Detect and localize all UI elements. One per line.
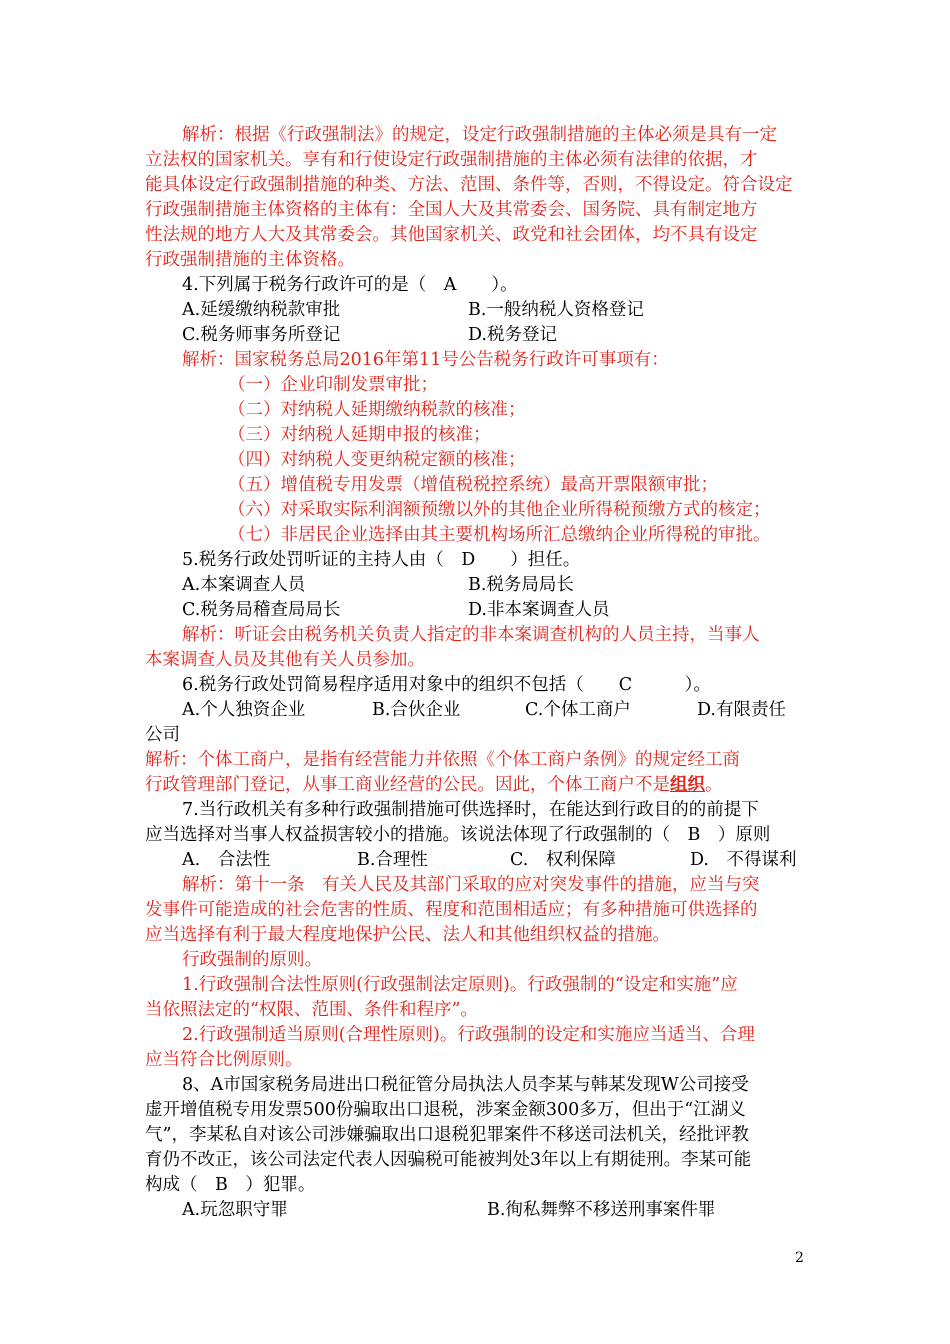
analysis-line: 解析：个体工商户，是指有经营能力并依照《个体工商户条例》的规定经工商 (145, 750, 740, 770)
question-8-cont: 育仍不改正，该公司法定代表人因骗税可能被判处3年以上有期徒刑。李某可能 (145, 1150, 752, 1170)
option-a: A.玩忽职守罪 (182, 1200, 288, 1220)
option-d: D.非本案调查人员 (468, 600, 610, 620)
list-item: （四）对纳税人变更纳税定额的核准； (228, 450, 526, 470)
question-7-cont: 应当选择对当事人权益损害较小的措施。该说法体现了行政强制的（ B ）原则 (145, 825, 771, 845)
option-d-continuation: 公司 (145, 725, 180, 745)
analysis-line: 解析：国家税务总局2016年第11号公告税务行政许可事项有： (182, 350, 669, 370)
option-a: A.延缓缴纳税款审批 (182, 300, 341, 320)
analysis-line: 本案调查人员及其他有关人员参加。 (145, 650, 425, 670)
question-8-cont: 构成（ B ）犯罪。 (145, 1175, 316, 1195)
option-b: B.一般纳税人资格登记 (468, 300, 644, 320)
analysis-line: 行政强制的原则。 (182, 950, 322, 970)
option-b: B.徇私舞弊不移送刑事案件罪 (487, 1200, 716, 1220)
analysis-line: 应当符合比例原则。 (145, 1050, 303, 1070)
list-item: （三）对纳税人延期申报的核准； (228, 425, 491, 445)
list-item: （五）增值税专用发票（增值税税控系统）最高开票限额审批； (228, 475, 718, 495)
page-number: 2 (795, 1250, 804, 1266)
emphasis-text: 组织 (670, 775, 705, 795)
option-a: A. 合法性 (182, 850, 271, 870)
option-c: C.税务局稽查局局长 (182, 600, 341, 620)
analysis-line: 2.行政强制适当原则(合理性原则)。行政强制的设定和实施应当适当、合理 (182, 1025, 755, 1045)
analysis-text: 行政管理部门登记，从事工商业经营的公民。因此，个体工商户不是 (145, 775, 670, 795)
list-item: （七）非居民企业选择由其主要机构场所汇总缴纳企业所得税的审批。 (228, 525, 771, 545)
question-7: 7.当行政机关有多种行政强制措施可供选择时，在能达到行政目的的前提下 (182, 800, 759, 820)
option-b: B.合理性 (357, 850, 428, 870)
analysis-line: 1.行政强制合法性原则(行政强制法定原则)。行政强制的“设定和实施”应 (182, 975, 738, 995)
analysis-line: 能具体设定行政强制措施的种类、方法、范围、条件等，否则，不得设定。符合设定 (145, 175, 793, 195)
analysis-line: 解析：根据《行政强制法》的规定，设定行政强制措施的主体必须是具有一定 (182, 125, 777, 145)
analysis-text: 。 (705, 775, 723, 795)
analysis-line: 行政强制措施主体资格的主体有：全国人大及其常委会、国务院、具有制定地方 (145, 200, 758, 220)
option-a: A.本案调查人员 (182, 575, 306, 595)
analysis-line: 行政强制措施的主体资格。 (145, 250, 355, 270)
option-c: C.个体工商户 (525, 700, 631, 720)
analysis-line: 解析：听证会由税务机关负责人指定的非本案调查机构的人员主持，当事人 (182, 625, 760, 645)
analysis-line: 解析：第十一条 有关人民及其部门采取的应对突发事件的措施，应当与突 (182, 875, 760, 895)
question-8-cont: 虚开增值税专用发票500份骗取出口退税，涉案金额300多万，但出于“江湖义 (145, 1100, 746, 1120)
option-c: C.税务师事务所登记 (182, 325, 341, 345)
question-4: 4.下列属于税务行政许可的是（ A ）。 (182, 275, 518, 295)
analysis-line: 立法权的国家机关。享有和行使设定行政强制措施的主体必须有法律的依据，才 (145, 150, 758, 170)
option-d: D.税务登记 (468, 325, 557, 345)
list-item: （二）对纳税人延期缴纳税款的核准； (228, 400, 526, 420)
analysis-line (145, 773, 723, 798)
question-8: 8、A市国家税务局进出口税征管分局执法人员李某与韩某发现W公司接受 (182, 1075, 749, 1095)
analysis-line: 当依照法定的“权限、范围、条件和程序”。 (145, 1000, 478, 1020)
question-8-cont: 气”，李某私自对该公司涉嫌骗取出口退税犯罪案件不移送司法机关，经批评教 (145, 1125, 749, 1145)
list-item: （一）企业印制发票审批； (228, 375, 438, 395)
question-6: 6.税务行政处罚简易程序适用对象中的组织不包括（ C ）。 (182, 675, 711, 695)
analysis-line: 发事件可能造成的社会危害的性质、程度和范围相适应；有多种措施可供选择的 (145, 900, 758, 920)
option-c: C. 权利保障 (510, 850, 616, 870)
option-b: B.税务局局长 (468, 575, 574, 595)
analysis-line: 性法规的地方人大及其常委会。其他国家机关、政党和社会团体，均不具有设定 (145, 225, 758, 245)
option-a: A.个人独资企业 (182, 700, 306, 720)
option-d: D.有限责任 (697, 700, 786, 720)
question-5: 5.税务行政处罚听证的主持人由（ D ）担任。 (182, 550, 581, 570)
option-b: B.合伙企业 (372, 700, 461, 720)
option-d: D. 不得谋利 (690, 850, 797, 870)
analysis-line: 应当选择有利于最大程度地保护公民、法人和其他组织权益的措施。 (145, 925, 670, 945)
list-item: （六）对采取实际利润额预缴以外的其他企业所得税预缴方式的核定； (228, 500, 771, 520)
